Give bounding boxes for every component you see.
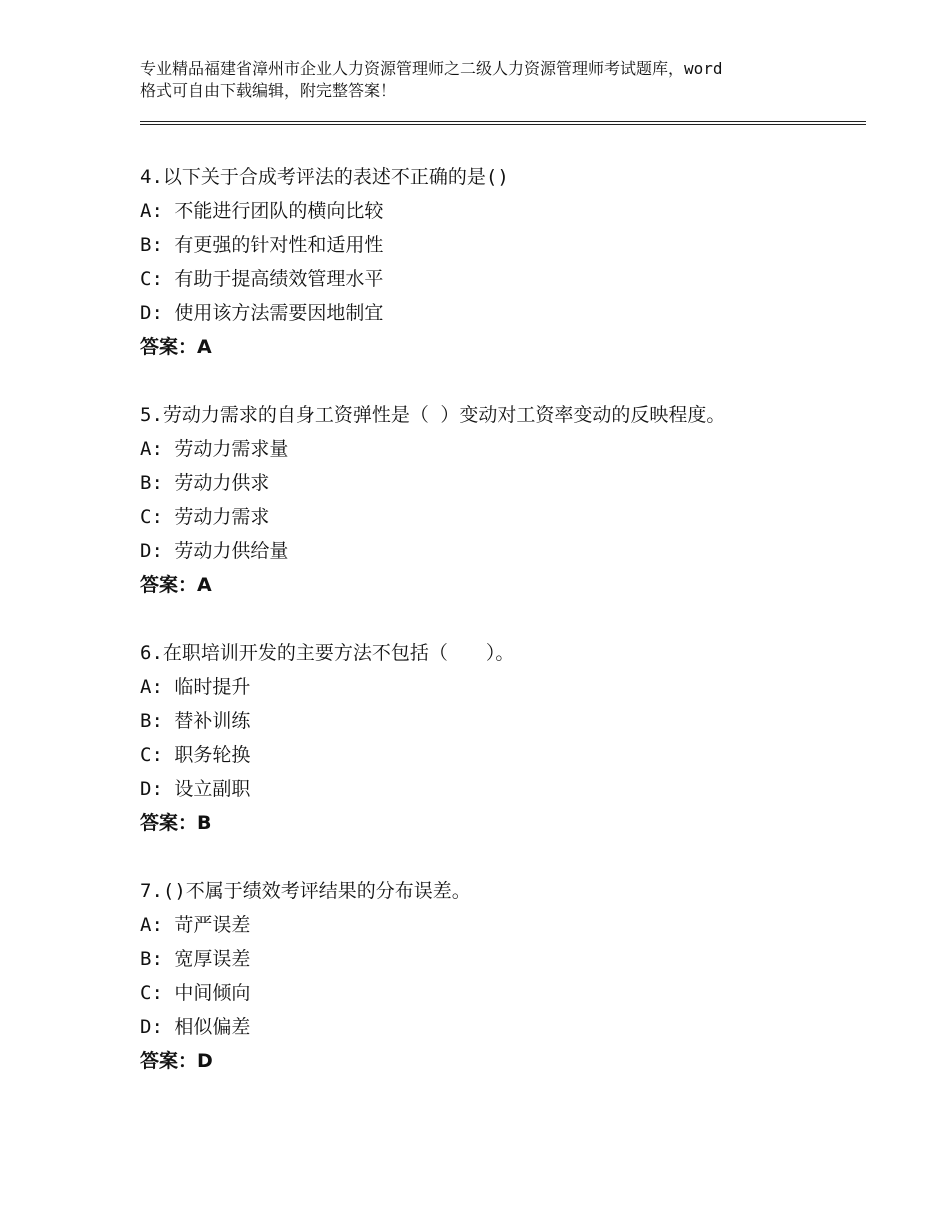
option-b: B: 宽厚误差: [140, 948, 251, 970]
option-a: A: 不能进行团队的横向比较: [140, 200, 384, 222]
option-b: B: 替补训练: [140, 710, 251, 732]
option-d: D: 使用该方法需要因地制宜: [140, 302, 384, 324]
question-stem: 5.劳动力需求的自身工资弹性是（ ）变动对工资率变动的反映程度。: [140, 404, 726, 426]
answer-label: 答案：D: [140, 1050, 213, 1072]
option-c: C: 职务轮换: [140, 744, 251, 766]
question-stem: 7.()不属于绩效考评结果的分布误差。: [140, 880, 471, 902]
header-divider-bottom: [140, 124, 866, 125]
question-list: [140, 160, 860, 1112]
option-a: A: 劳动力需求量: [140, 438, 289, 460]
option-c: C: 中间倾向: [140, 982, 251, 1004]
option-c: C: 劳动力需求: [140, 506, 270, 528]
option-b: B: 有更强的针对性和适用性: [140, 234, 384, 256]
option-a: A: 苛严误差: [140, 914, 251, 936]
question-stem: 4.以下关于合成考评法的表述不正确的是(): [140, 166, 509, 188]
document-header: [140, 58, 840, 102]
header-line-2: 格式可自由下载编辑，附完整答案！: [140, 81, 397, 100]
option-b: B: 劳动力供求: [140, 472, 270, 494]
option-d: D: 相似偏差: [140, 1016, 251, 1038]
option-d: D: 劳动力供给量: [140, 540, 289, 562]
question-5: [140, 398, 860, 602]
answer-label: 答案：A: [140, 574, 212, 596]
question-6: [140, 636, 860, 840]
header-line-1: 专业精品福建省漳州市企业人力资源管理师之二级人力资源管理师考试题库，word: [140, 59, 723, 78]
answer-label: 答案：B: [140, 812, 212, 834]
question-4: [140, 160, 860, 364]
option-c: C: 有助于提高绩效管理水平: [140, 268, 384, 290]
option-a: A: 临时提升: [140, 676, 251, 698]
question-stem: 6.在职培训开发的主要方法不包括（ ）。: [140, 642, 515, 664]
answer-label: 答案：A: [140, 336, 212, 358]
header-divider-top: [140, 121, 866, 122]
option-d: D: 设立副职: [140, 778, 251, 800]
question-7: [140, 874, 860, 1078]
